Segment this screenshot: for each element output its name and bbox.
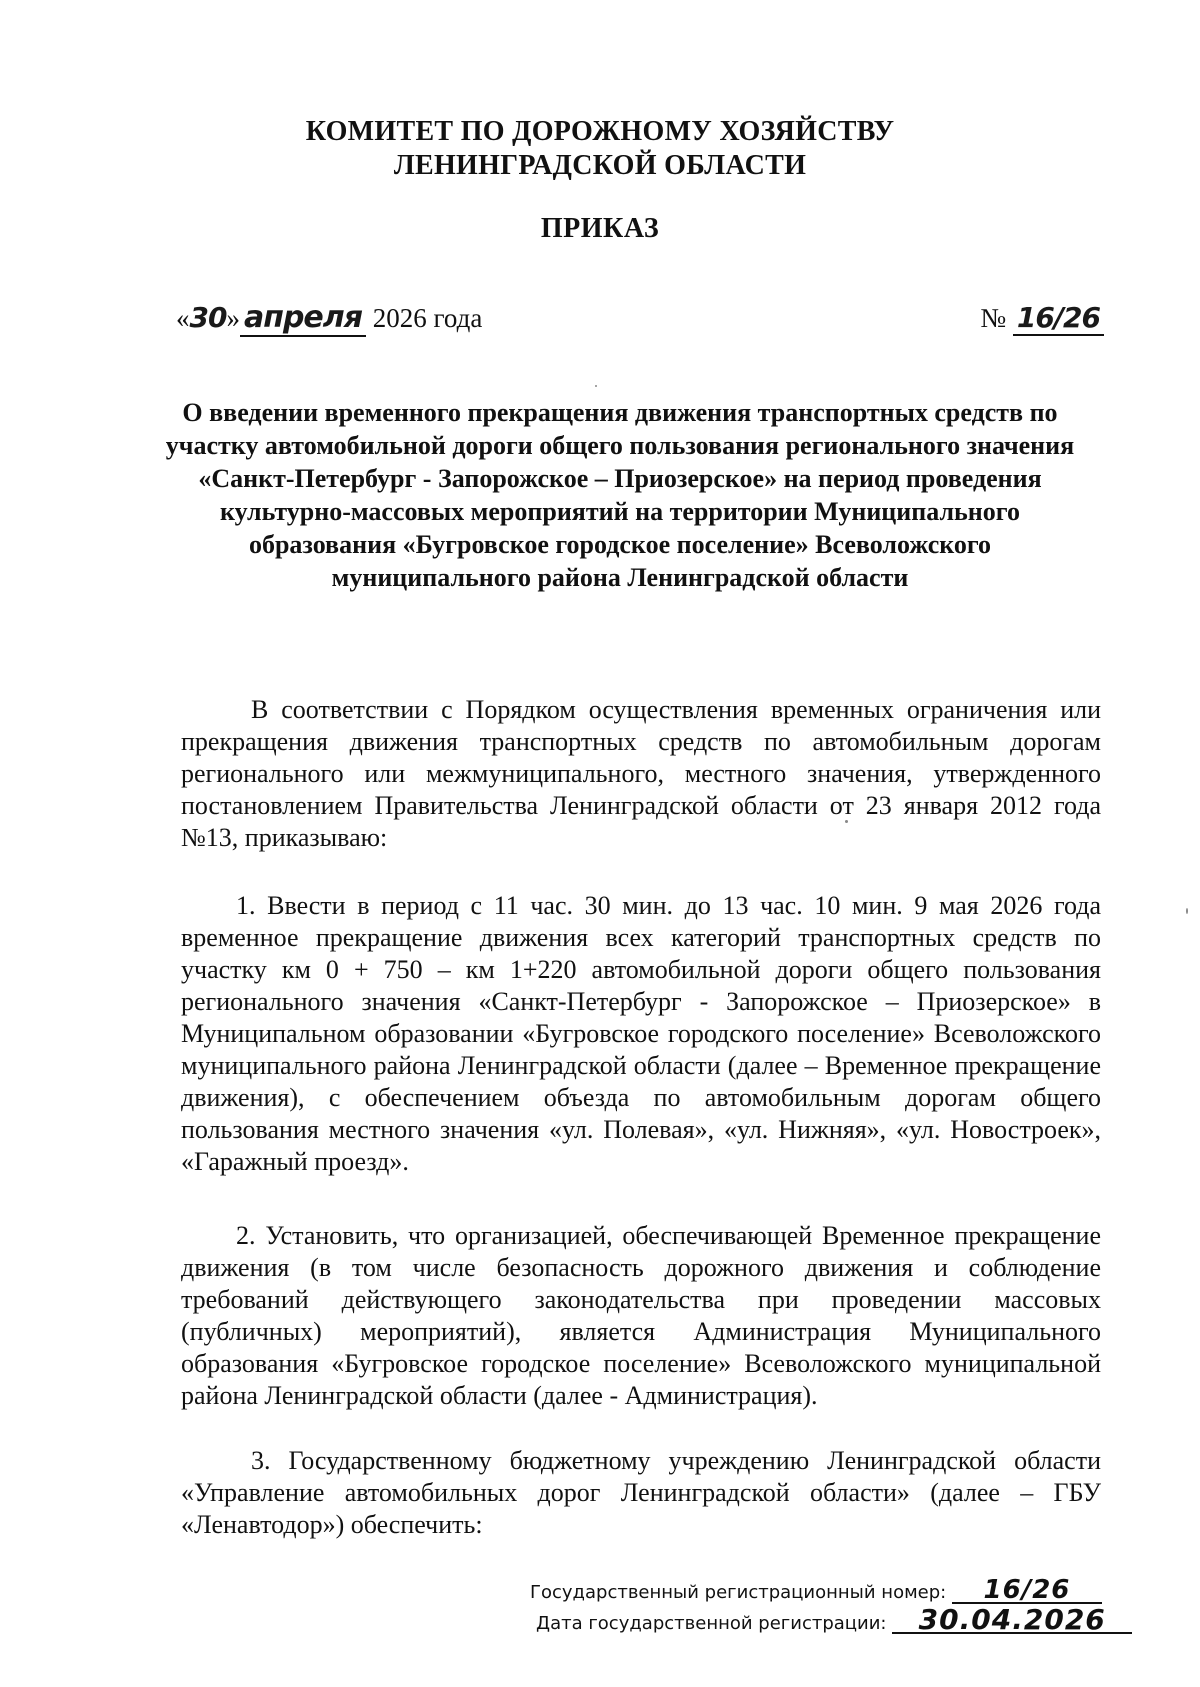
registration-number-line [530,1575,1102,1605]
order-number [980,301,1104,335]
body-paragraph-1: 1. Ввести в период с 11 час. 30 мин. до 13 час. 10 мин. 9 мая 2026 года временное прекращение движения всех категорий транспортных средств по участку км 0 + 750 – км 1+220 автомобильной дороги общего пользования регионального значения «Санкт-Петербург - Запорожское – Приозерское» в Муниципальном образовании «Бугровское городского поселение» Всеволожского муниципального района Ленинградской области (далее – Временное прекращение движения), с обеспечением объезда по автомобильным дорогам общего пользования местного значения «ул. Полевая», «ул. Нижняя», «ул. Новостроек», «Гаражный проезд». [181,891,1101,1176]
order-subject: О введении временного прекращения движения транспортных средств по участку автомобильной дороги общего пользования регионального значения «Санкт-Петербург - Запорожское – Приозерское» на период проведения культурно-массовых мероприятий на территории Муниципального образования «Бугровское городское поселение» Всеволожского муниципального района Ленинградской области [165,398,1075,592]
order-date [176,301,482,335]
registration-date-line [536,1603,1132,1636]
number-prefix: № [980,303,1007,333]
date-year: 2026 года [372,303,483,333]
org-name-line2: ЛЕНИНГРАДСКОЙ ОБЛАСТИ [393,150,807,181]
registration-number-label: Государственный регистрационный номер: [530,1582,947,1603]
scan-speck [845,820,848,823]
date-close-quote: » [226,303,240,333]
scan-speck [595,385,597,387]
date-day-handwritten: 30 [189,301,227,334]
scan-speck [1186,908,1188,914]
registration-date-value: 30.04.2026 [892,1608,1132,1634]
date-open-quote: « [176,303,190,333]
registration-date-label: Дата государственной регистрации: [536,1613,887,1634]
number-handwritten: 16/26 [1013,301,1104,336]
date-month-handwritten: апреля [240,300,366,337]
body-intro-paragraph: В соответствии с Порядком осуществления временных ограничения или прекращения движения транспортных средств по автомобильным дорогам регионального или межмуниципального, местного значения, утвержденного постановлением Правительства Ленинградской области от 23 января 2012 года №13, приказываю: [181,695,1101,852]
document-type-title: ПРИКАЗ [540,213,660,244]
registration-number-value: 16/26 [952,1578,1102,1604]
org-name-line1: КОМИТЕТ ПО ДОРОЖНОМУ ХОЗЯЙСТВУ [305,116,895,147]
body-paragraph-2: 2. Установить, что организацией, обеспечивающей Временное прекращение движения (в том числе безопасность дорожного движения и соблюдение требований действующего законодательства при проведении массовых (публичных) мероприятий), является Администрация Муниципального образования «Бугровское городское поселение» Всеволожского муниципальной района Ленинградской области (далее - Администрация). [181,1221,1101,1410]
body-paragraph-3: 3. Государственному бюджетному учреждению Ленинградской области «Управление автомобильных дорог Ленинградской области» (далее – ГБУ «Ленавтодор») обеспечить: [181,1446,1101,1539]
